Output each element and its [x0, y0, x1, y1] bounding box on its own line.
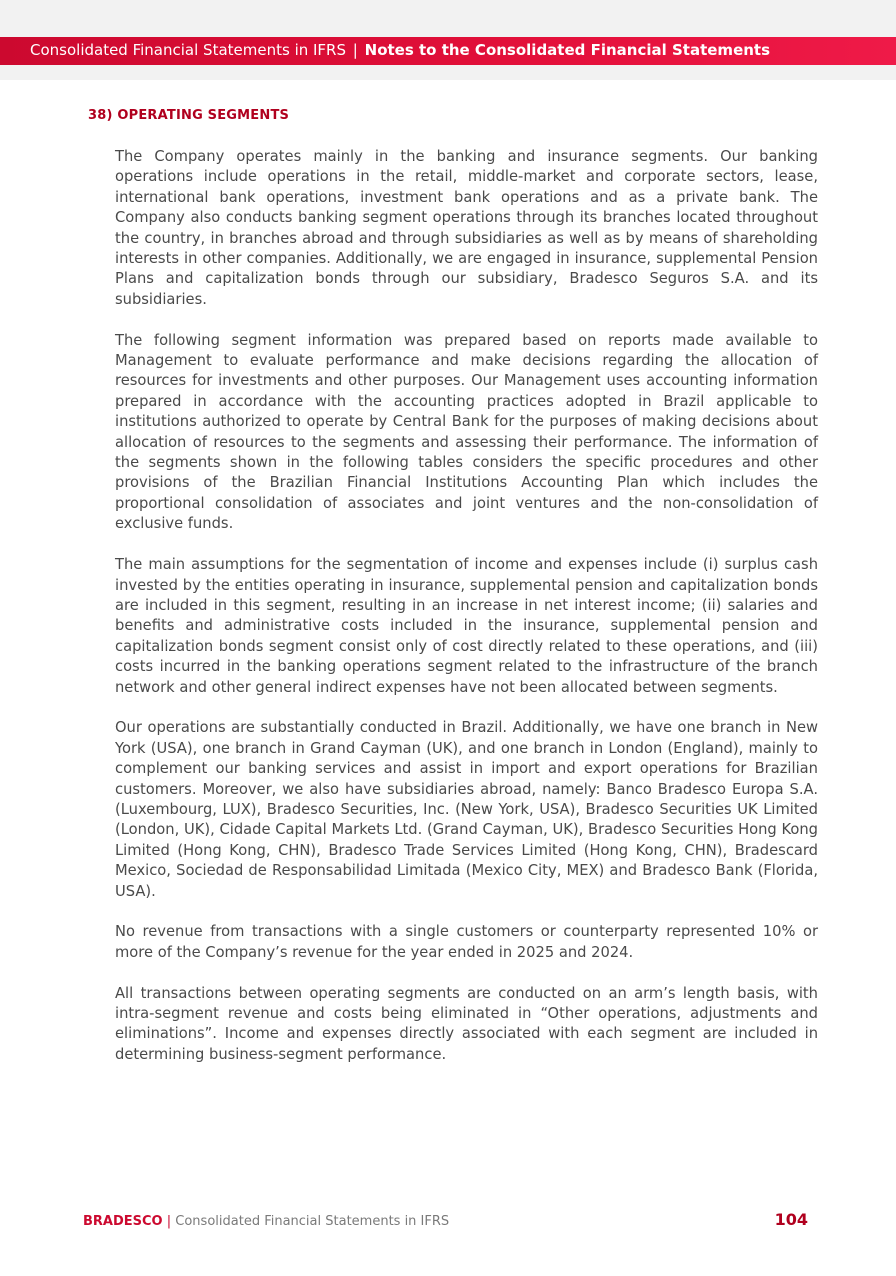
- header-right-title: Notes to the Consolidated Financial Statements: [364, 41, 771, 59]
- header-left-title: Consolidated Financial Statements in IFRS: [30, 41, 347, 59]
- header-band: [0, 37, 896, 65]
- section-title: 38) OPERATING SEGMENTS: [88, 108, 290, 123]
- paragraph-segments-overview: The Company operates mainly in the banking and insurance segments. Our banking operations include operations in the retail, middle-market and corporate sectors, lease, international bank operations, investment bank operations and as a private bank. The Company also conducts banking segment operations through its branches located throughout the country, in branches abroad and through subsidiaries as well as by means of shareholding interests in other companies. Additionally, we are engaged in insurance, supplemental Pension Plans and capitalization bonds through our subsidiary, Bradesco Seguros S.A. and its subsidiaries.: [115, 148, 818, 308]
- footer: [83, 1212, 808, 1232]
- paragraph-main-assumptions: The main assumptions for the segmentation of income and expenses include (i) surplus cash invested by the entities operating in insurance, supplemental pension and capitalization bonds are included in this segment, resulting in an increase in net interest income; (ii) salaries and benefits and administrative costs included in the insurance, supplemental pension and capitalization bonds segment consist only of cost directly related to these operations, and (iii) costs incurred in the banking operations segment related to the infrastructure of the branch network and other general indirect expenses have not been allocated between segments.: [115, 556, 818, 696]
- paragraph-operations-abroad: Our operations are substantially conducted in Brazil. Additionally, we have one branch in New York (USA), one branch in Grand Cayman (UK), and one branch in London (England), mainly to complement our banking services and assist in import and export operations for Brazilian customers. Moreover, we also have subsidiaries abroad, namely: Banco Bradesco Europa S.A. (Luxembourg, LUX), Bradesco Securities, Inc. (New York, USA), Bradesco Securities UK Limited (London, UK), Cidade Capital Markets Ltd. (Grand Cayman, UK), Bradesco Securities Hong Kong Limited (Hong Kong, CHN), Bradesco Trade Services Limited (Hong Kong, CHN), Bradescard Mexico, Sociedad de Responsabilidad Limitada (Mexico City, MEX) and Bradesco Bank (Florida, USA).: [115, 719, 818, 900]
- paragraph-segment-information: The following segment information was prepared based on reports made available to Management to evaluate performance and make decisions regarding the allocation of resources for investments and other purposes. Our Management uses accounting information prepared in accordance with the accounting practices adopted in Brazil applicable to institutions authorized to operate by Central Bank for the purposes of making decisions about allocation of resources to the segments and assessing their performance. The information of the segments shown in the following tables considers the specific procedures and other provisions of the Brazilian Financial Institutions Accounting Plan which includes the proportional consolidation of associates and joint ventures and the non-consolidation of exclusive funds.: [115, 331, 818, 533]
- body-text: [115, 147, 818, 1086]
- page-number: 104: [774, 1210, 808, 1229]
- paragraph-revenue-concentration: No revenue from transactions with a single customers or counterparty represented 10% or more of the Company’s revenue for the year ended in 2025 and 2024.: [115, 923, 818, 961]
- paragraph-intersegment-transactions: All transactions between operating segments are conducted on an arm’s length basis, with intra-segment revenue and costs being eliminated in “Other operations, adjustments and eliminations”. Income and expenses directly associated with each segment are included in determining business-segment performance.: [115, 984, 818, 1063]
- footer-brand: BRADESCO: [83, 1214, 163, 1229]
- footer-separator: |: [166, 1214, 172, 1229]
- header-separator: |: [352, 41, 358, 59]
- footer-document-name: Consolidated Financial Statements in IFRS: [175, 1214, 450, 1229]
